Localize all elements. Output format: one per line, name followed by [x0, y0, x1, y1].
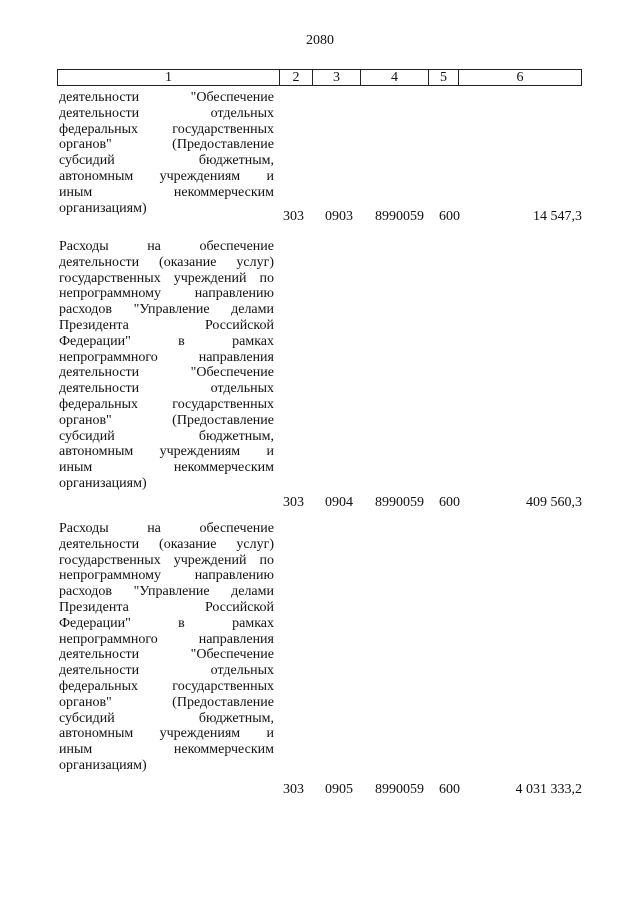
row-2-sum: 409 560,3 — [526, 495, 582, 510]
row-2-line: государственных учреждений по — [59, 270, 274, 286]
row-1-line: деятельности отдельных — [59, 105, 274, 121]
row-3-line: Федерации" в рамках — [59, 615, 274, 631]
row-3-sum: 4 031 333,2 — [515, 782, 582, 797]
row-3-line: Расходы на обеспечение — [59, 521, 274, 536]
row-3-gr: 303 — [283, 782, 304, 797]
row-2-line: иным некоммерческим — [59, 460, 274, 476]
row-1-line: организациям) — [59, 200, 147, 216]
row-2-line: Федерации" в рамках — [59, 333, 274, 349]
row-1-line: органов" (Предоставление — [59, 137, 274, 153]
row-3-line: непрограммного направления — [59, 631, 274, 647]
row-3-line: субсидий бюджетным, — [59, 710, 274, 726]
row-1-vr: 600 — [439, 209, 460, 224]
row-2-line: Расходы на обеспечение — [59, 239, 274, 254]
row-2-vr: 600 — [439, 495, 460, 510]
row-2-line: расходов "Управление делами — [59, 302, 274, 318]
header-col-6: 6 — [516, 70, 524, 85]
row-3-line: автономным учреждениям и — [59, 726, 274, 742]
row-3-line: государственных учреждений по — [59, 552, 274, 568]
header-col-4: 4 — [361, 70, 429, 85]
row-2-line: органов" (Предоставление — [59, 412, 274, 428]
row-2-line: деятельности (оказание услуг) — [59, 254, 274, 270]
header-col-5: 5 — [429, 70, 459, 85]
row-3-description — [59, 521, 274, 774]
row-3-line: деятельности (оказание услуг) — [59, 536, 274, 552]
row-1-rz: 0903 — [325, 209, 353, 224]
row-2-line: федеральных государственных — [59, 396, 274, 412]
header-col-1: 1 — [58, 70, 280, 85]
page-number: 2080 — [306, 33, 334, 48]
row-1-line: федеральных государственных — [59, 121, 274, 137]
header-col-2: 2 — [280, 70, 313, 85]
row-1-cs: 8990059 — [375, 209, 424, 224]
row-2-line: деятельности "Обеспечение — [59, 365, 274, 381]
row-2-cs: 8990059 — [375, 495, 424, 510]
row-2-line: деятельности отдельных — [59, 381, 274, 397]
row-3-line: деятельности "Обеспечение — [59, 647, 274, 663]
row-3-rz: 0905 — [325, 782, 353, 797]
row-3-line: органов" (Предоставление — [59, 694, 274, 710]
row-1-line: иным некоммерческим — [59, 184, 274, 200]
row-1-gr: 303 — [283, 209, 304, 224]
row-2-rz: 0904 — [325, 495, 353, 510]
row-3-line: федеральных государственных — [59, 678, 274, 694]
row-2-line: Президента Российской — [59, 317, 274, 333]
row-3-line: непрограммному направлению — [59, 568, 274, 584]
row-2-line: непрограммного направления — [59, 349, 274, 365]
row-1-line: субсидий бюджетным, — [59, 153, 274, 169]
row-3-line: деятельности отдельных — [59, 663, 274, 679]
row-2-description — [59, 239, 274, 492]
row-2-gr: 303 — [283, 495, 304, 510]
row-3-cs: 8990059 — [375, 782, 424, 797]
row-3-line: организациям) — [59, 757, 147, 773]
row-2-line: автономным учреждениям и — [59, 444, 274, 460]
row-2-line: организациям) — [59, 475, 147, 491]
row-3-line: расходов "Управление делами — [59, 584, 274, 600]
row-2-line: субсидий бюджетным, — [59, 428, 274, 444]
row-3-vr: 600 — [439, 782, 460, 797]
header-col-3: 3 — [313, 70, 361, 85]
row-3-line: иным некоммерческим — [59, 742, 274, 758]
row-1-sum: 14 547,3 — [533, 209, 582, 224]
row-1-line: автономным учреждениям и — [59, 168, 274, 184]
row-2-line: непрограммному направлению — [59, 286, 274, 302]
row-3-line: Президента Российской — [59, 599, 274, 615]
table-header — [57, 69, 582, 86]
row-1-line: деятельности "Обеспечение — [59, 90, 274, 105]
row-1-description — [59, 90, 274, 216]
